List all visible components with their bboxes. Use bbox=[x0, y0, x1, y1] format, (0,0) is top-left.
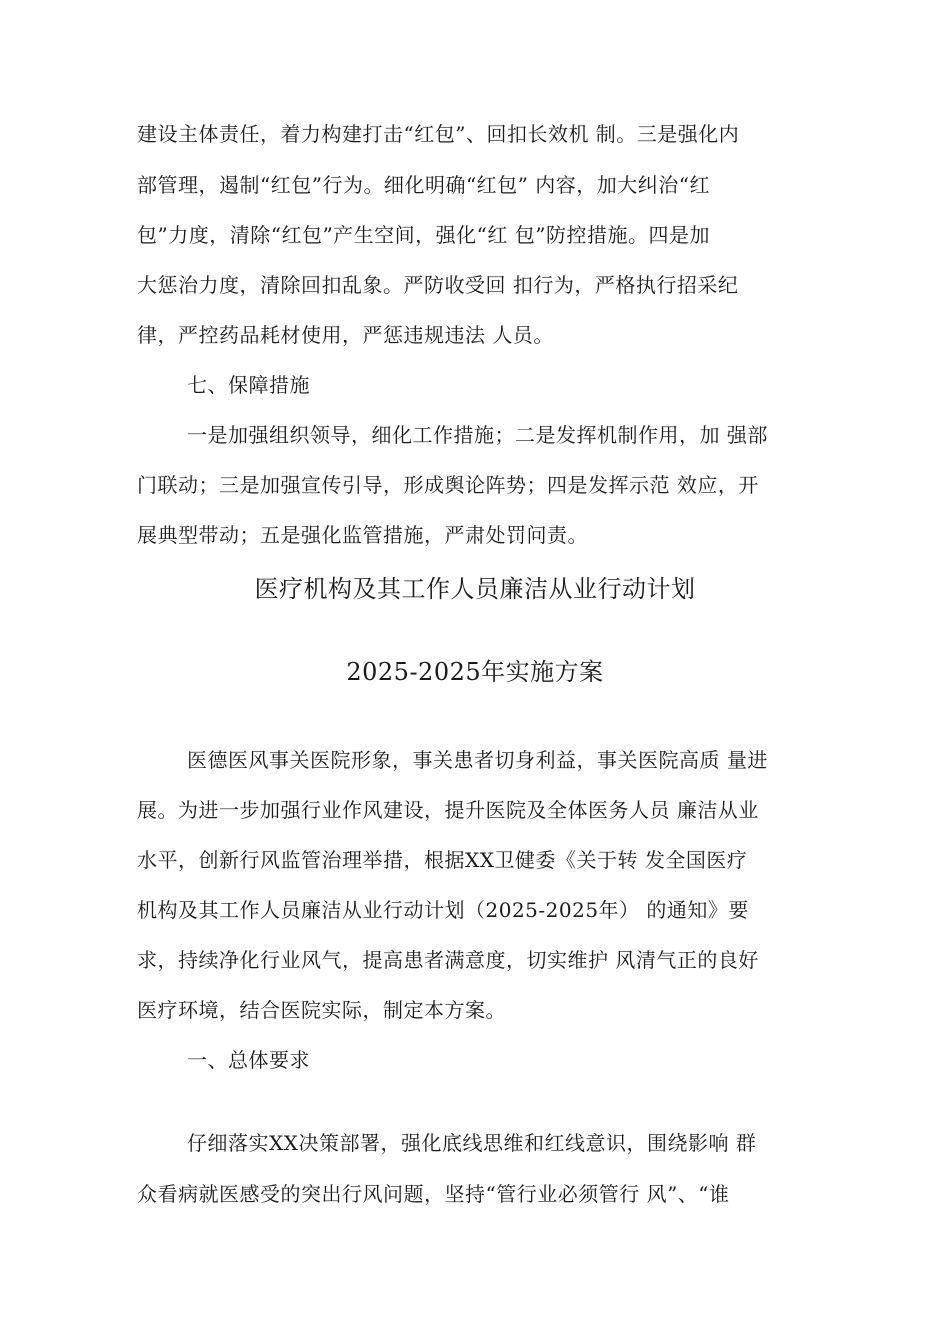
paragraph-line: 机构及其工作人员廉洁从业行动计划（2025-2025年） 的通知》要 bbox=[137, 898, 749, 922]
document-title-line-1: 医疗机构及其工作人员廉洁从业行动计划 bbox=[254, 575, 696, 603]
paragraph-line: 律，严控药品耗材使用，严惩违规违法 人员。 bbox=[137, 323, 554, 347]
paragraph-line: 门联动；三是加强宣传引导，形成舆论阵势；四是发挥示范 效应，开 bbox=[137, 473, 759, 497]
paragraph-line: 展。为进一步加强行业作风建设，提升医院及全体医务人员 廉洁从业 bbox=[137, 798, 759, 822]
paragraph-line: 医德医风事关医院形象，事关患者切身利益，事关医院高质 量进 bbox=[187, 748, 768, 772]
paragraph-line: 医疗环境，结合医院实际，制定本方案。 bbox=[137, 998, 506, 1022]
section-heading-7: 七、保障措施 bbox=[187, 373, 310, 397]
paragraph-line: 仔细落实XX决策部署，强化底线思维和红线意识，围绕影响 群 bbox=[187, 1131, 757, 1155]
paragraph-line: 展典型带动；五是强化监管措施，严肃处罚问责。 bbox=[137, 523, 588, 547]
paragraph-line: 大惩治力度，清除回扣乱象。严防收受回 扣行为，严格执行招采纪 bbox=[137, 273, 739, 297]
paragraph-line: 众看病就医感受的突出行风问题，坚持“管行业必须管行 风”、“谁 bbox=[137, 1182, 730, 1206]
paragraph-line: 求，持续净化行业风气，提高患者满意度，切实维护 风清气正的良好 bbox=[137, 948, 759, 972]
paragraph-line: 水平，创新行风监管治理举措，根据XX卫健委《关于转 发全国医疗 bbox=[137, 848, 748, 872]
document-title-line-2: 2025-2025年实施方案 bbox=[346, 658, 604, 686]
section-heading-1: 一、总体要求 bbox=[187, 1048, 310, 1072]
paragraph-line: 部管理，遏制“红包”行为。细化明确“红包” 内容，加大纠治“红 bbox=[137, 173, 710, 197]
paragraph-line: 包”力度，清除“红包”产生空间，强化“红 包”防控措施。四是加 bbox=[137, 223, 710, 247]
paragraph-line: 建设主体责任，着力构建打击“红包”、回扣长效机 制。三是强化内 bbox=[137, 122, 740, 146]
paragraph-line: 一是加强组织领导，细化工作措施；二是发挥机制作用，加 强部 bbox=[187, 423, 768, 447]
